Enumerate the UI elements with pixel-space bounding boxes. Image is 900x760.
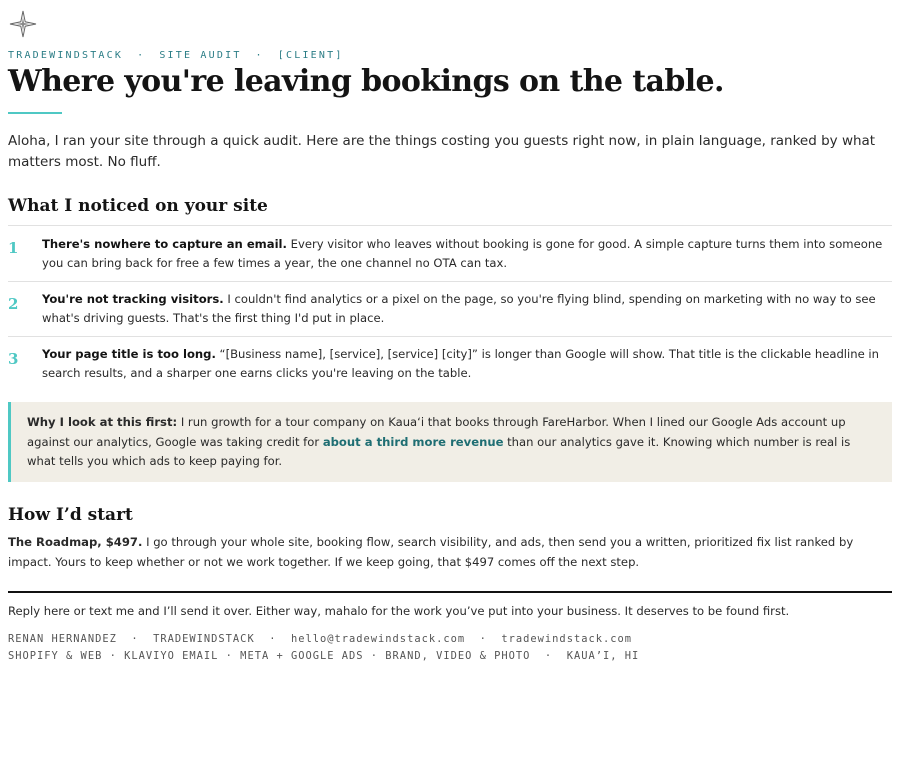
- noticed-heading: What I noticed on your site: [8, 196, 268, 216]
- four-point-star-icon: [9, 10, 37, 38]
- eyebrow-section: SITE AUDIT: [159, 50, 242, 61]
- reply-line: Reply here or text me and I’ll send it over. Either way, mahalo for the work you’ve put into your business. It deserves to be found first.: [8, 604, 790, 618]
- item-title: Your page title is too long.: [42, 347, 216, 361]
- item-title: You're not tracking visitors.: [42, 292, 224, 306]
- list-item: [8, 281, 892, 336]
- item-text: Every visitor who leaves without booking is gone for good. A simple capture turns them into someone you can bring back for free a few times a year, the one channel no OTA can tax.: [42, 237, 883, 270]
- divider: [8, 591, 892, 593]
- footer-contact: RENAN HERNANDEZ · TRADEWINDSTACK · hello@tradewindstack.com · tradewindstack.com: [8, 633, 632, 645]
- footer-services: SHOPIFY & WEB · KLAVIYO EMAIL · META + GOOGLE ADS · BRAND, VIDEO & PHOTO · KAUA’I, HI: [8, 650, 640, 662]
- callout-box: [8, 402, 892, 482]
- callout-text: I run growth for a tour company on Kaua‘i that books through FareHarbor. When I lined our Google Ads account up against our analytics, Google was taking credit for: [27, 415, 846, 449]
- item-text: I couldn't find analytics or a pixel on the page, so you're flying blind, spending on marketing with no way to see what's driving guests. That's the first thing I'd put in place.: [42, 292, 876, 325]
- item-title: There's nowhere to capture an email.: [42, 237, 287, 251]
- list-item: [8, 336, 892, 393]
- item-number: 3: [8, 350, 19, 368]
- callout-text: than our analytics gave it. Knowing which number is real is what tells you which ads to keep paying for.: [27, 434, 851, 468]
- findings-list: [8, 225, 892, 393]
- page-title: Where you're leaving bookings on the table.: [8, 64, 724, 99]
- roadmap-paragraph: [8, 533, 888, 572]
- revenue-highlight-link[interactable]: about a third more revenue: [322, 434, 504, 449]
- roadmap-label: The Roadmap, $497.: [8, 535, 143, 549]
- list-item: [8, 225, 892, 281]
- item-number: 1: [8, 239, 19, 257]
- item-text: “[Business name], [service], [service] [city]” is longer than Google will show. That title is the clickable headline in search results, and a sharper one earns clicks you're leaving on the table.: [42, 347, 879, 380]
- eyebrow: [8, 50, 344, 61]
- start-heading: How I’d start: [8, 505, 133, 525]
- eyebrow-brand: TRADEWINDSTACK: [8, 50, 124, 61]
- callout-label: Why I look at this first:: [27, 415, 178, 429]
- eyebrow-separator: ·: [137, 50, 146, 61]
- item-number: 2: [8, 295, 19, 313]
- eyebrow-separator: ·: [255, 50, 264, 61]
- eyebrow-client: [CLIENT]: [277, 50, 344, 61]
- intro-paragraph: Aloha, I ran your site through a quick audit. Here are the things costing you guests right now, in plain language, ranked by what matters most. No fluff.: [8, 133, 876, 170]
- accent-rule: [8, 112, 62, 114]
- roadmap-text: I go through your whole site, booking flow, search visibility, and ads, then send you a written, prioritized fix list ranked by impact. Yours to keep whether or not we work together. If we keep going, that $497 comes off the next step.: [8, 535, 854, 569]
